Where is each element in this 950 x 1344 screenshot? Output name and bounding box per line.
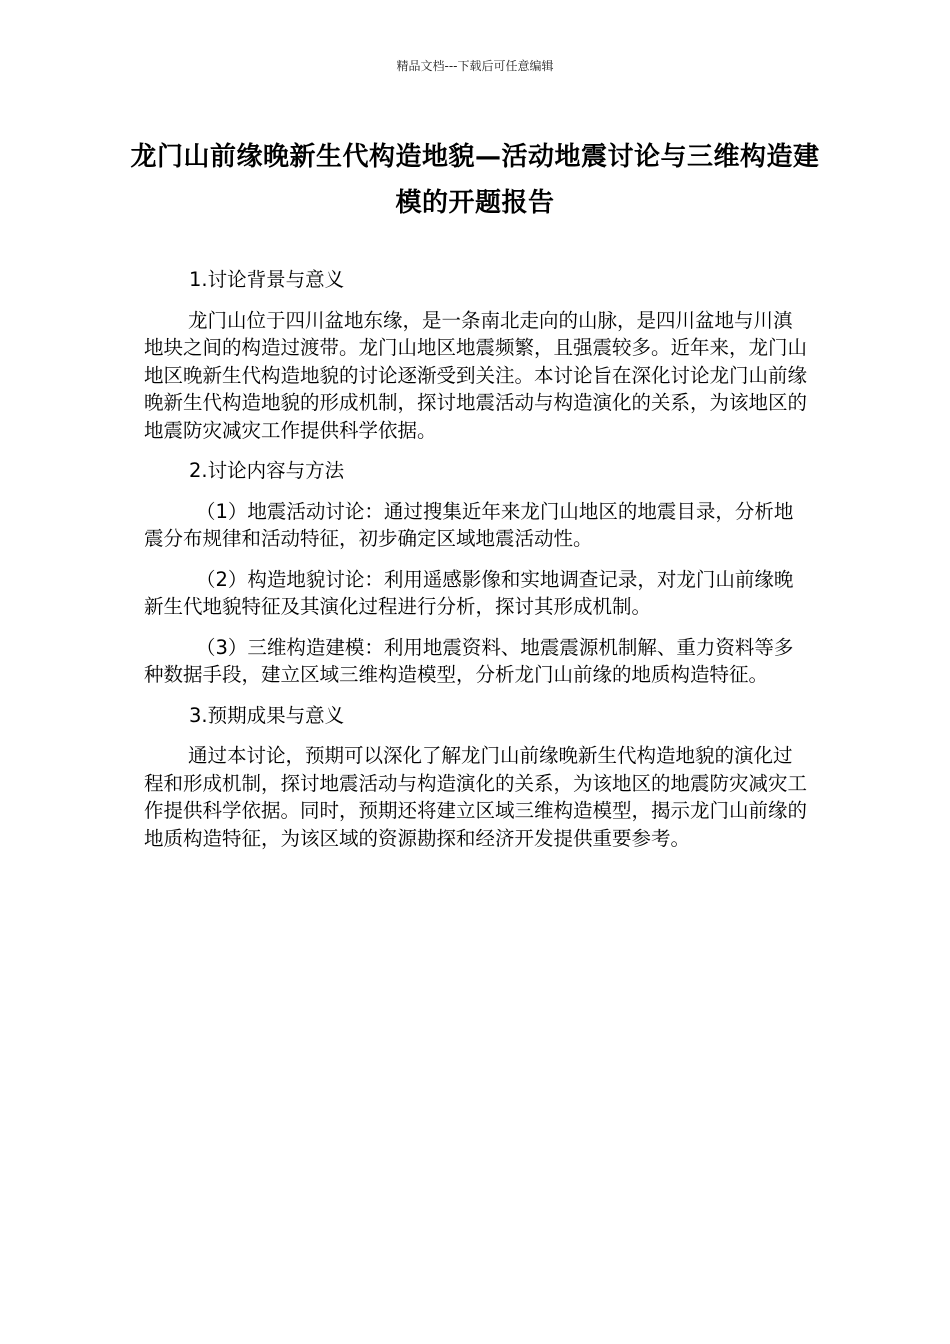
list-item-3d-modeling: （3）三维构造建模：利用地震资料、地震震源机制解、重力资料等多种数据手段，建立区域三维构造模型，分析龙门山前缘的地质构造特征。 [144, 635, 794, 686]
list-item-tectonic-geomorphology: （2）构造地貌讨论：利用遥感影像和实地调查记录，对龙门山前缘晚新生代地貌特征及其演化过程进行分析，探讨其形成机制。 [144, 567, 794, 618]
document-title: 龙门山前缘晚新生代构造地貌—活动地震讨论与三维构造建模的开题报告 [130, 142, 820, 218]
section-heading-content-methods: 2.讨论内容与方法 [189, 459, 345, 482]
paragraph-background: 龙门山位于四川盆地东缘，是一条南北走向的山脉，是四川盆地与川滇地块之间的构造过渡带。龙门山地区地震频繁，且强震较多。近年来，龙门山地区晚新生代构造地貌的讨论逐渐受到关注。本讨论旨在深化讨论龙门山前缘晚新生代构造地貌的形成机制，探讨地震活动与构造演化的关系，为该地区的地震防灾减灾工作提供科学依据。 [144, 308, 808, 442]
section-heading-background: 1.讨论背景与意义 [189, 268, 345, 291]
paragraph-expected-results: 通过本讨论，预期可以深化了解龙门山前缘晚新生代构造地貌的演化过程和形成机制，探讨地震活动与构造演化的关系，为该地区的地震防灾减灾工作提供科学依据。同时，预期还将建立区域三维构造模型，揭示龙门山前缘的地质构造特征，为该区域的资源勘探和经济开发提供重要参考。 [144, 744, 808, 850]
document-body [144, 266, 808, 865]
header-note: 精品文档---下载后可任意编辑 [396, 59, 554, 73]
list-item-seismic-activity: （1）地震活动讨论：通过搜集近年来龙门山地区的地震目录，分析地震分布规律和活动特征，初步确定区域地震活动性。 [144, 499, 794, 550]
section-heading-expected-results: 3.预期成果与意义 [189, 703, 345, 727]
